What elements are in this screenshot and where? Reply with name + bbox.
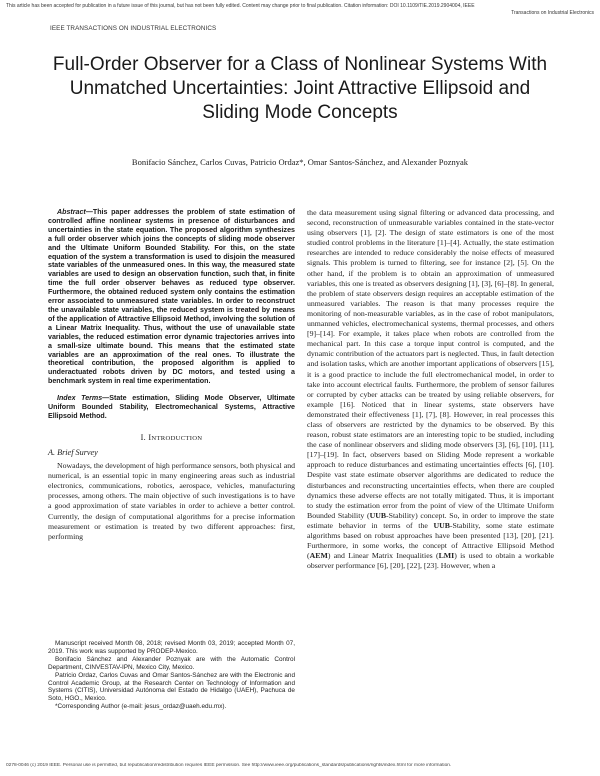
paragraph-part-4: ) and Linear Matrix Inequalities ( <box>327 551 439 561</box>
author-list: Bonifacio Sánchez, Carlos Cuvas, Patricio Ordaz*, Omar Santos-Sánchez, and Alexander Poznyak <box>131 157 469 167</box>
section-title-rest: NTRODUCTION <box>151 434 203 442</box>
index-terms-label: Index Terms— <box>57 394 110 403</box>
abstract <box>48 208 295 386</box>
section-heading-introduction <box>48 433 295 444</box>
footnote-affiliation-1: Bonifacio Sánchez and Alexander Poznyak are with the Automatic Control Department, CINVESTAV-IPN, Mexico City, Mexico. <box>48 655 295 671</box>
uub-abbreviation: UUB <box>369 510 387 520</box>
paragraph-part-3: -Stability, some state estimate algorithms based on robust approaches have been presented [13], [20], [21]. Furthermore, in some works, the concept of Attractive Ellipsoid Method ( <box>307 520 554 561</box>
footnotes <box>48 640 295 711</box>
footnote-received: Manuscript received Month 08, 2018; revised Month 03, 2019; accepted Month 07, 2019. This work was supported by PRODEP-Mexico. <box>48 640 295 655</box>
abstract-text: This paper addresses the problem of state estimation of controlled affine nonlinear systems in presence of disturbances and uncertainties in the state equation. The proposed algorithm synthesizes a full order observer which joins the concepts of sliding mode observer and the Ultimate Uniform Bounded Stability. For this, on the state equation of the system a transformation is used to disjoin the measured state variables of the unmeasured ones. In this way, the measured state variables are used to design an observation function, such that, in finite time the full order observer behaves as reduced type observer. Furthermore, the obtained reduced system only contains the estimation error associated to unmeasured state variables. In order to reconstruct the unavailable state variables, the reduced system is treated by means of the application of Attractive Ellipsoid Method, involving the solution of a Linear Matrix Inequality. Thus, without the use of unavailable state variables, the reduced estimation error dynamic trajectories arrives into a small-size ultimate bound. This means that the estimated state variables are an approximation of the real ones. To illustrate the theoretical contribution, the proposed algorithm is applied to underactuated robots driven by DC motors, and tested using a benchmark system in real time experimentation. <box>48 208 295 386</box>
footnote-affiliation-2: Patricio Ordaz, Carlos Cuvas and Omar Santos-Sánchez are with the Electronic and Control Academic Group, at the Research Center on Technology of Information and Systems (CITIS), Universidad Autónoma del Estado de Hidalgo (UAEH), Pachuca de Soto, HGO., Mexico. <box>48 671 295 703</box>
subsection-heading-brief-survey: A. Brief Survey <box>48 447 98 457</box>
section-number: I. <box>140 432 149 442</box>
paragraph-part-2: -Stability) concept. So, in order to improve the state estimate behavior in terms of the <box>307 510 554 530</box>
paper-title: Full-Order Observer for a Class of Nonlinear Systems With Unmatched Uncertainties: Joint Attractive Ellipsoid and Sliding Mode Concepts <box>52 54 548 123</box>
index-terms-text: State estimation, Sliding Mode Observer, Ultimate Uniform Bounded Stability, Electromechanical Systems, Attractive Ellipsoid Method. <box>48 394 295 420</box>
journal-name: IEEE TRANSACTIONS ON INDUSTRIAL ELECTRONICS <box>50 25 217 32</box>
copyright-footer: 0278-0046 (c) 2019 IEEE. Personal use is permitted, but republication/redistribution requires IEEE permission. See http://www.ieee.org/publications_standards/publications/rights/index.html for more information. <box>6 763 452 768</box>
abstract-label: Abstract— <box>57 208 93 216</box>
publication-notice-line2: Transactions on Industrial Electronics <box>511 9 594 16</box>
index-terms <box>48 394 295 421</box>
publication-notice-line1: This article has been accepted for publication in a future issue of this journal, but has not been fully edited. Content may change prior to final publication. Citation information: DOI 10.1109/TIE.2019.2904004, IEEE <box>6 3 475 9</box>
publication-notice <box>6 3 594 16</box>
section-title-initial: I <box>148 432 152 442</box>
footnote-corresponding-author: *Corresponding Author (e-mail: jesus_ordaz@uaeh.edu.mx). <box>55 703 227 711</box>
right-column <box>307 208 554 571</box>
right-column-paragraph <box>307 208 554 571</box>
paragraph-part-1: the data measurement using signal filtering or advanced data processing, and second, reconstruction of unmeasurable variables contained in the state-vector using observers [1], [2]. The design of state estimators is one of the most studied control problems in the literature [1]–[4]. Actually, the state estimation researches are intended to reduce considerably the noise effects of measured signals. This problem is turned to filtering, see for instance [2], [5]. On the other hand, if the problem is to obtain an approximation of unmeasured variables, this one is treated as observers designing [1], [3], [6]–[8]. In general, the problem of state observers design requires an acceptable estimation of the unmeasured variables. The reason is that many processes require the monitoring of non-measurable variables, as in the case of robot manipulators, unmanned vehicles, electromechanical systems, thermal processes, and others [9]–[14]. For example, it takes place when robots are controlled from the mechanical part. In this case a torque input control is computed, and the dynamic contribution of the actuators part is neglected. Thus, in fault detection and isolation tasks, which are another important applications of observers [15], it is a good practice to include the full electromechanical model, in order to take into account electrical faults. Furthermore, the problem of sensor failures or corrupted by cyber attacks can be treated by using reliable observers, for example [16]. Noticed that in linear systems, state observers have demonstrated their effectiveness [1], [7], [8]. However, in real processes this class of observers are restricted by the dynamics to be observed. By this reason, robust state estimators are an interesting topic to be studied, including the case of nonlinear observers and sliding mode observers [3], [6], [10], [11], [17]–[19]. In fact, observers based on Sliding Mode represent a workable approach to reduce disturbances and estimating uncertainties effects [6], [10]. Despite vast state estimate observer algorithms are dedicated to reduce the disturbances and reconstructing uncertainties effects, when there are coupled dynamics these adverse effects are not totally mitigated. Thus, it is important to study the estimation error from the point of view of the Ultimate Uniform Bounded Stability ( <box>307 208 554 520</box>
aem-abbreviation: AEM <box>309 551 328 561</box>
left-column <box>48 208 295 542</box>
paragraph-part-5: ) is used to obtain a workable observer performance [6], [20], [22], [23]. However, when a <box>307 551 555 571</box>
uub-abbreviation-2: UUB <box>433 520 450 530</box>
lmi-abbreviation: LMI <box>438 551 455 561</box>
introduction-paragraph: Nowadays, the development of high performance sensors, both physical and numerical, is an essential topic in many engineering areas such as industrial electronics, communications, robotics, aerospace, vehicles, manufacturing processes, among others. The main objective of such investigations is to have a good approximation of state variables in order to achieve a better control. Currently, the design of computational algorithms for a precise information measurement or estimation is treated by two different approaches: first, performing <box>48 461 295 541</box>
